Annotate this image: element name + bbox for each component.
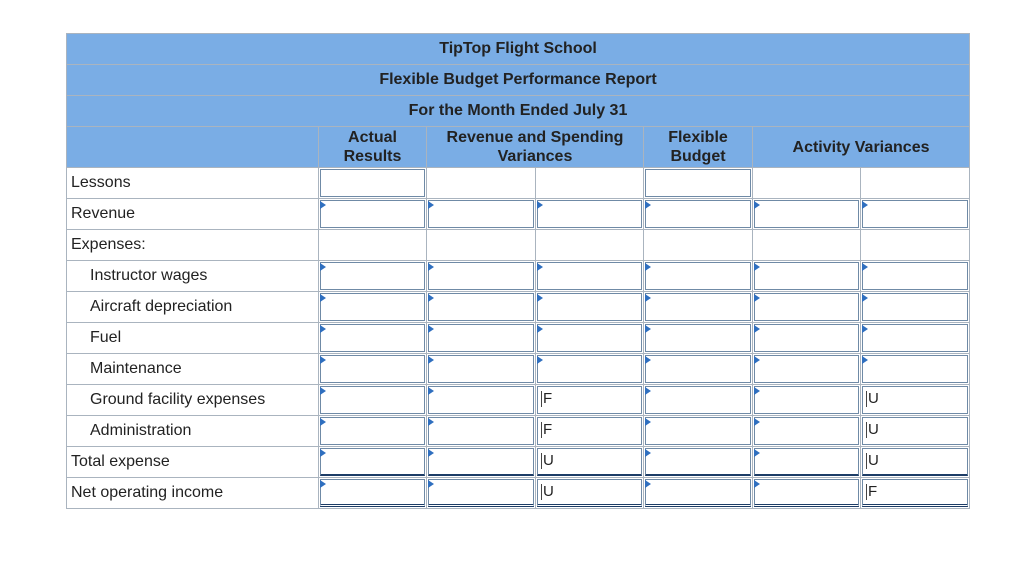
row-label: Lessons [67,168,319,199]
amount-input[interactable] [754,386,859,414]
row-label: Net operating income [67,478,319,509]
dropdown-arrow-icon[interactable] [537,263,543,271]
amount-input[interactable] [862,355,968,383]
dropdown-arrow-icon[interactable] [645,449,651,457]
amount-input[interactable] [320,386,425,414]
dropdown-arrow-icon[interactable] [754,480,760,488]
table-row [67,168,970,199]
amount-input[interactable] [537,200,642,228]
flexible-budget-header [644,127,753,168]
table-row [67,261,970,292]
variance-flag[interactable]: U [543,452,554,469]
report-title: Flexible Budget Performance Report [67,65,970,96]
row-label: Instructor wages [67,261,319,292]
dropdown-arrow-icon[interactable] [537,294,543,302]
variance-flag[interactable]: F [868,483,878,500]
period-row [67,96,970,127]
dropdown-arrow-icon[interactable] [537,201,543,209]
dropdown-arrow-icon[interactable] [428,201,434,209]
revenue-spending-variances-header [427,127,644,168]
dropdown-arrow-icon[interactable] [428,325,434,333]
activity-variances-header: Activity Variances [753,127,970,168]
dropdown-arrow-icon[interactable] [754,325,760,333]
table-row [67,199,970,230]
amount-input[interactable] [645,262,751,290]
dropdown-arrow-icon[interactable] [862,356,868,364]
dropdown-arrow-icon[interactable] [320,356,326,364]
variance-flag[interactable]: F [543,390,553,407]
amount-input[interactable] [428,262,534,290]
amount-input[interactable] [645,448,751,476]
amount-input[interactable] [754,479,859,507]
table-row [67,385,970,416]
amount-input[interactable] [754,324,859,352]
row-label: Expenses: [67,230,319,261]
amount-input[interactable] [428,324,534,352]
variance-flag-select[interactable] [862,479,968,507]
dropdown-arrow-icon[interactable] [645,294,651,302]
amount-input[interactable] [754,293,859,321]
amount-input[interactable] [320,262,425,290]
dropdown-arrow-icon[interactable] [428,356,434,364]
amount-input[interactable] [862,324,968,352]
amount-input[interactable] [537,262,642,290]
table-row [67,323,970,354]
amount-input[interactable] [320,417,425,445]
dropdown-arrow-icon[interactable] [754,387,760,395]
dropdown-arrow-icon[interactable] [645,418,651,426]
dropdown-arrow-icon[interactable] [645,480,651,488]
amount-input[interactable] [862,262,968,290]
amount-input[interactable] [320,293,425,321]
header-line: Actual [348,129,397,146]
amount-input[interactable] [862,200,968,228]
dropdown-arrow-icon[interactable] [428,418,434,426]
dropdown-arrow-icon[interactable] [754,418,760,426]
amount-input[interactable] [320,324,425,352]
table-row [67,447,970,478]
amount-input[interactable] [320,355,425,383]
amount-input[interactable] [645,324,751,352]
amount-input[interactable] [428,293,534,321]
dropdown-arrow-icon[interactable] [537,325,543,333]
amount-input[interactable] [645,293,751,321]
dropdown-arrow-icon[interactable] [862,325,868,333]
amount-input[interactable] [754,200,859,228]
amount-input[interactable] [428,386,534,414]
amount-input[interactable] [537,293,642,321]
dropdown-arrow-icon[interactable] [645,325,651,333]
amount-input[interactable] [428,355,534,383]
header-line: Variances [497,148,573,165]
dropdown-arrow-icon[interactable] [428,294,434,302]
dropdown-arrow-icon[interactable] [754,263,760,271]
amount-input[interactable] [537,355,642,383]
column-header-row [67,127,970,168]
row-label: Aircraft depreciation [67,292,319,323]
blank-header [67,127,319,168]
row-label: Total expense [67,447,319,478]
header-line: Revenue and Spending [446,129,624,146]
amount-input[interactable] [645,355,751,383]
company-name: TipTop Flight School [67,34,970,65]
dropdown-arrow-icon[interactable] [320,201,326,209]
row-label: Ground facility expenses [67,385,319,416]
dropdown-arrow-icon[interactable] [754,294,760,302]
dropdown-arrow-icon[interactable] [320,263,326,271]
amount-input[interactable] [754,448,859,476]
amount-input[interactable] [320,448,425,476]
dropdown-arrow-icon[interactable] [645,356,651,364]
amount-input[interactable] [428,200,534,228]
dropdown-arrow-icon[interactable] [428,480,434,488]
actual-results-header [319,127,427,168]
amount-input[interactable] [754,355,859,383]
dropdown-arrow-icon[interactable] [320,325,326,333]
flexible-budget-report-table [66,33,970,509]
variance-flag-select[interactable] [537,417,642,445]
amount-input[interactable] [428,479,534,507]
amount-input[interactable] [645,386,751,414]
variance-flag[interactable]: U [868,421,879,438]
header-line: Budget [670,148,726,165]
dropdown-arrow-icon[interactable] [428,449,434,457]
table-row [67,292,970,323]
actual-lessons-input[interactable] [320,169,425,197]
dropdown-arrow-icon[interactable] [862,263,868,271]
table-row [67,478,970,509]
amount-input[interactable] [645,200,751,228]
dropdown-arrow-icon[interactable] [645,201,651,209]
dropdown-arrow-icon[interactable] [320,387,326,395]
dropdown-arrow-icon[interactable] [645,387,651,395]
dropdown-arrow-icon[interactable] [645,263,651,271]
amount-input[interactable] [320,479,425,507]
dropdown-arrow-icon[interactable] [428,263,434,271]
amount-input[interactable] [428,448,534,476]
amount-input[interactable] [645,417,751,445]
variance-flag[interactable]: U [868,390,879,407]
dropdown-arrow-icon[interactable] [320,449,326,457]
row-label: Administration [67,416,319,447]
row-label: Fuel [67,323,319,354]
flexible-lessons-input[interactable] [645,169,751,197]
dropdown-arrow-icon[interactable] [862,294,868,302]
report-period: For the Month Ended July 31 [67,96,970,127]
dropdown-arrow-icon[interactable] [428,387,434,395]
row-label: Maintenance [67,354,319,385]
dropdown-arrow-icon[interactable] [320,480,326,488]
dropdown-arrow-icon[interactable] [754,201,760,209]
header-line: Results [343,148,402,165]
dropdown-arrow-icon[interactable] [754,356,760,364]
variance-flag[interactable]: U [868,452,879,469]
variance-flag[interactable]: F [543,421,553,438]
amount-input[interactable] [428,417,534,445]
dropdown-arrow-icon[interactable] [537,356,543,364]
variance-flag[interactable]: U [543,483,554,500]
table-row [67,354,970,385]
dropdown-arrow-icon[interactable] [320,294,326,302]
amount-input[interactable] [320,200,425,228]
amount-input[interactable] [754,262,859,290]
amount-input[interactable] [537,324,642,352]
dropdown-arrow-icon[interactable] [862,201,868,209]
dropdown-arrow-icon[interactable] [320,418,326,426]
table-row [67,230,970,261]
company-row [67,34,970,65]
dropdown-arrow-icon[interactable] [754,449,760,457]
amount-input[interactable] [645,479,751,507]
header-line: Flexible [668,129,728,146]
table-row [67,416,970,447]
variance-flag-select[interactable] [537,386,642,414]
amount-input[interactable] [754,417,859,445]
amount-input[interactable] [862,293,968,321]
report-title-row [67,65,970,96]
row-label: Revenue [67,199,319,230]
